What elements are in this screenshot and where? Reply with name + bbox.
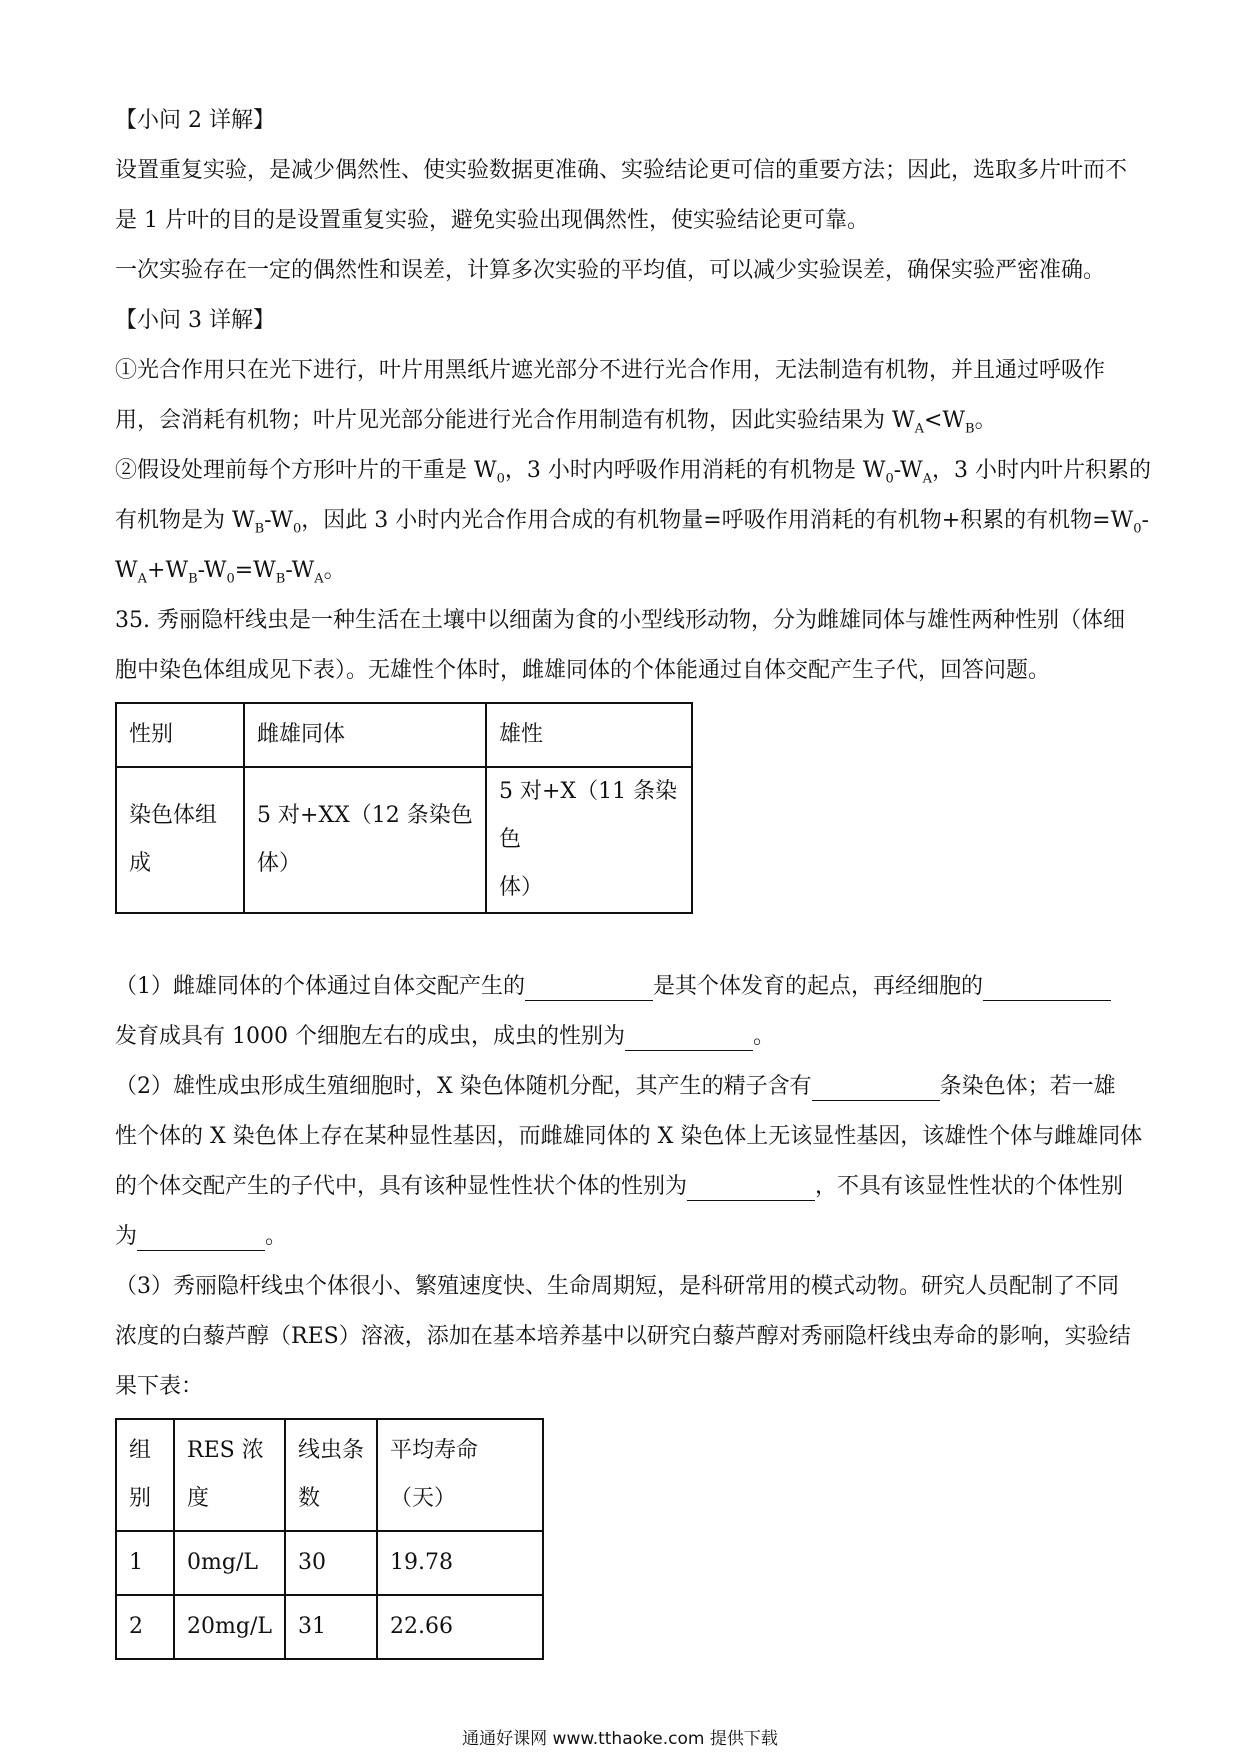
text-run: -W	[285, 558, 315, 583]
text-run: 的个体交配产生的子代中，具有该种显性性状个体的性别为	[115, 1174, 688, 1199]
question-line: 果下表：	[115, 1374, 204, 1399]
table-cell: 19.78	[377, 1531, 543, 1595]
table-cell: 30	[285, 1531, 377, 1595]
question-35-intro: 35. 秀丽隐杆线虫是一种生活在土壤中以细菌为食的小型线形动物，分为雌雄同体与雄性两种性别（体细	[115, 608, 1125, 633]
cell-text: 平均寿命	[389, 1438, 478, 1463]
cell-text: 体）	[257, 851, 302, 876]
cell-text: 染色体组	[129, 803, 218, 828]
paragraph-line	[115, 446, 1152, 496]
table-cell: 20mg/L	[174, 1595, 285, 1659]
table-header-cell	[174, 1419, 285, 1531]
paragraph-line	[115, 396, 1127, 446]
subscript: A	[914, 421, 924, 437]
chromosome-table	[115, 702, 693, 914]
table-cell: 1	[116, 1531, 174, 1595]
text-run: 。	[265, 1224, 288, 1249]
subscript: 0	[293, 521, 302, 537]
text-run: W	[115, 558, 138, 583]
cell-text: 别	[129, 1486, 152, 1511]
cell-text: 线虫条	[297, 1438, 364, 1463]
table-cell: 22.66	[377, 1595, 543, 1659]
table-row	[116, 1595, 543, 1659]
text-run: -W	[264, 508, 294, 533]
answer-blank[interactable]	[687, 1172, 815, 1201]
cell-text: 体）	[499, 875, 544, 900]
table-header-row	[116, 1419, 543, 1531]
answer-blank[interactable]	[625, 1022, 753, 1051]
paragraph-line: 胞中染色体组成见下表）。无雄性个体时，雌雄同体的个体能通过自体交配产生子代，回答问题。	[115, 658, 1051, 683]
paragraph-line	[115, 496, 1149, 546]
table-header-row	[116, 703, 692, 767]
text-run: -W	[893, 458, 923, 483]
cell-text: 5 对+XX（12 条染色	[257, 803, 473, 828]
table-header-cell: 性别	[116, 703, 244, 767]
cell-text: 组	[129, 1438, 152, 1463]
text-run: （1）雌雄同体的个体通过自体交配产生的	[115, 974, 525, 999]
text-run: 。	[323, 558, 346, 583]
question-line	[115, 1012, 1127, 1062]
answer-blank[interactable]	[137, 1222, 265, 1251]
text-run: 用，会消耗有机物；叶片见光部分能进行光合作用制造有机物，因此实验结果为 W	[115, 408, 915, 433]
question-line	[115, 1162, 1127, 1212]
text-run: =W	[234, 558, 276, 583]
page-footer: 通通好课网 www.tthaoke.com 提供下载	[462, 1729, 778, 1749]
table-header-cell: 雄性	[486, 703, 692, 767]
cell-text: 度	[187, 1486, 210, 1511]
table-cell	[486, 767, 692, 913]
table-cell	[116, 767, 244, 913]
table-row	[116, 767, 692, 913]
res-lifespan-table	[115, 1418, 544, 1660]
subscript: B	[965, 421, 975, 437]
text-run: ，3 小时内叶片积累的	[932, 458, 1152, 483]
section-3-heading: 【小问 3 详解】	[115, 308, 275, 333]
cell-text: RES 浓	[187, 1438, 264, 1463]
question-line: （3）秀丽隐杆线虫个体很小、繁殖速度快、生命周期短，是科研常用的模式动物。研究人员配制了不同	[115, 1274, 1120, 1299]
spacer	[115, 914, 1127, 962]
text-run: 有机物是为 W	[115, 508, 255, 533]
answer-blank[interactable]	[525, 972, 653, 1001]
answer-blank[interactable]	[983, 972, 1111, 1001]
section-2-heading: 【小问 2 详解】	[115, 108, 275, 133]
question-line	[115, 1212, 1127, 1262]
table-header-cell	[377, 1419, 543, 1531]
cell-text: 5 对+X（11 条染色	[499, 779, 678, 852]
paragraph-line: 是 1 片叶的目的是设置重复实验，避免实验出现偶然性，使实验结论更可靠。	[115, 208, 869, 233]
text-run: 发育成具有 1000 个细胞左右的成虫，成虫的性别为	[115, 1024, 625, 1049]
text-run: 条染色体；若一雄	[939, 1074, 1116, 1099]
cell-text: 数	[297, 1486, 320, 1511]
text-run: ，不具有该显性性状的个体性别	[815, 1174, 1124, 1199]
text-run: 。	[752, 1024, 775, 1049]
subscript: 0	[226, 571, 235, 587]
question-line	[115, 962, 1127, 1012]
table-cell: 0mg/L	[174, 1531, 285, 1595]
subscript: A	[922, 471, 933, 487]
table-cell: 2	[116, 1595, 174, 1659]
cell-text: 成	[129, 851, 152, 876]
table-cell	[244, 767, 486, 913]
subscript: 0	[1133, 521, 1142, 537]
paragraph-line	[115, 546, 1127, 596]
text-run: （2）雄性成虫形成生殖细胞时，X 染色体随机分配，其产生的精子含有	[115, 1074, 812, 1099]
answer-blank[interactable]	[812, 1072, 940, 1101]
text-run: <W	[924, 408, 966, 433]
subscript: B	[188, 571, 198, 587]
text-run: ②假设处理前每个方形叶片的干重是 W	[115, 458, 497, 483]
subscript: B	[275, 571, 286, 587]
question-line	[115, 1062, 1127, 1112]
subscript: A	[137, 571, 148, 587]
text-run: +W	[147, 558, 189, 583]
table-row	[116, 1531, 543, 1595]
table-cell: 31	[285, 1595, 377, 1659]
text-run: -	[1141, 508, 1149, 533]
text-run: ，3 小时内呼吸作用消耗的有机物是 W	[504, 458, 886, 483]
table-header-cell	[285, 1419, 377, 1531]
question-line: 浓度的白藜芦醇（RES）溶液，添加在基本培养基中以研究白藜芦醇对秀丽隐杆线虫寿命的影响，实验结	[115, 1324, 1131, 1349]
text-run: 。	[974, 408, 997, 433]
table-header-cell: 雌雄同体	[244, 703, 486, 767]
subscript: 0	[496, 471, 505, 487]
subscript: A	[314, 571, 324, 587]
cell-text: （天）	[389, 1486, 456, 1511]
paragraph-line: 设置重复实验，是减少偶然性、使实验数据更准确、实验结论更可信的重要方法；因此，选取多片叶而不	[115, 158, 1128, 183]
text-run: -W	[197, 558, 227, 583]
paragraph-line: 一次实验存在一定的偶然性和误差，计算多次实验的平均值，可以减少实验误差，确保实验严密准确。	[115, 258, 1106, 283]
question-line: 性个体的 X 染色体上存在某种显性基因，而雌雄同体的 X 染色体上无该显性基因，该雄性个体与雌雄同体	[115, 1124, 1143, 1149]
table-header-cell	[116, 1419, 174, 1531]
paragraph-line: ①光合作用只在光下进行，叶片用黑纸片遮光部分不进行光合作用，无法制造有机物，并且通过呼吸作	[115, 358, 1106, 383]
text-run: ，因此 3 小时内光合作用合成的有机物量=呼吸作用消耗的有机物+积累的有机物=W	[301, 508, 1134, 533]
text-run: 是其个体发育的起点，再经细胞的	[653, 974, 984, 999]
page-content	[115, 96, 1152, 1660]
text-run: 为	[115, 1224, 138, 1249]
subscript: B	[254, 521, 265, 537]
subscript: 0	[885, 471, 894, 487]
